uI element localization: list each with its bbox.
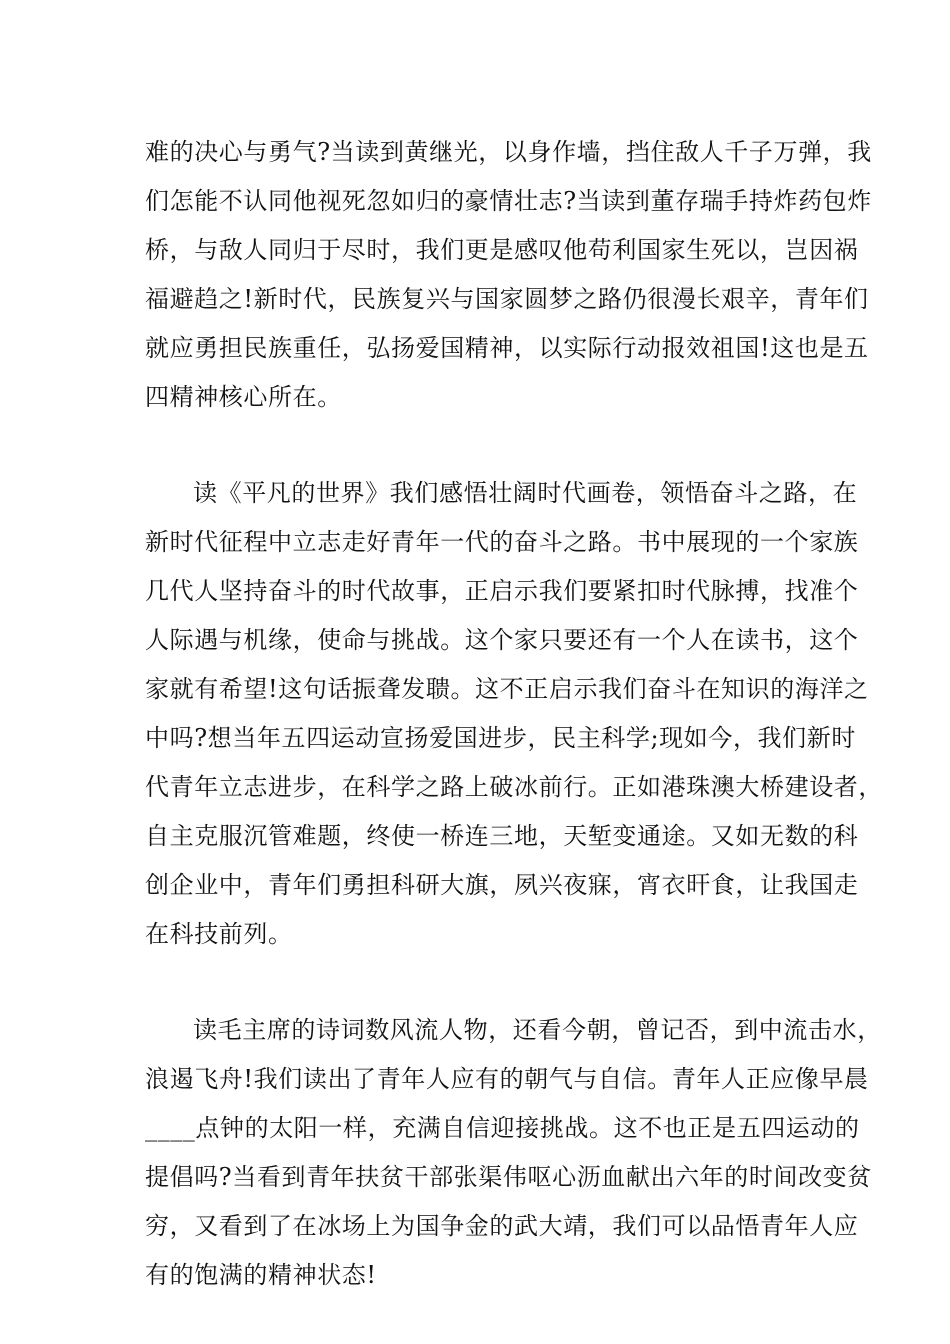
text-line: 福避趋之!新时代，民族复兴与国家圆梦之路仍很漫长艰辛，青年们 xyxy=(145,285,869,313)
paragraph xyxy=(145,469,883,959)
text-line: 读《平凡的世界》我们感悟壮阔时代画卷，领悟奋斗之路，在 xyxy=(193,479,858,507)
text-line: 难的决心与勇气?当读到黄继光，以身作墙，挡住敌人千子万弹，我 xyxy=(145,138,872,166)
text-line: 几代人坚持奋斗的时代故事，正启示我们要紧扣时代脉搏，找准个 xyxy=(145,577,859,605)
text-line: 穷，又看到了在冰场上为国争金的武大靖，我们可以品悟青年人应 xyxy=(145,1212,859,1240)
text-line: 代青年立志进步，在科学之路上破冰前行。正如港珠澳大桥建设者， xyxy=(145,773,883,801)
text-line: 浪遏飞舟!我们读出了青年人应有的朝气与自信。青年人正应像早晨 xyxy=(145,1065,869,1093)
text-line: 新时代征程中立志走好青年一代的奋斗之路。书中展现的一个家族 xyxy=(145,528,859,556)
text-line: 人际遇与机缘，使命与挑战。这个家只要还有一个人在读书，这个 xyxy=(145,626,859,654)
text-line: 有的饱满的精神状态! xyxy=(145,1261,377,1289)
text-line: 读毛主席的诗词数风流人物，还看今朝，曾记否，到中流击水， xyxy=(193,1016,882,1044)
paragraph xyxy=(145,128,872,422)
text-line: 家就有希望!这句话振聋发聩。这不正启示我们奋斗在知识的海洋之 xyxy=(145,675,869,703)
text-line: 四精神核心所在。 xyxy=(145,383,342,411)
text-line: 提倡吗?当看到青年扶贫干部张渠伟呕心沥血献出六年的时间改变贫 xyxy=(145,1163,872,1191)
text-line: 就应勇担民族重任，弘扬爱国精神，以实际行动报效祖国!这也是五 xyxy=(145,334,869,362)
text-line: ____点钟的太阳一样，充满自信迎接挑战。这不也正是五四运动的 xyxy=(145,1114,860,1142)
paragraph xyxy=(145,1006,882,1300)
text-line: 在科技前列。 xyxy=(145,920,293,948)
document-body xyxy=(145,128,883,1300)
text-line: 们怎能不认同他视死忽如归的豪情壮志?当读到董存瑞手持炸药包炸 xyxy=(145,187,872,215)
text-line: 自主克服沉管难题，终使一桥连三地，天堑变通途。又如无数的科 xyxy=(145,822,859,850)
text-line: 创企业中，青年们勇担科研大旗，夙兴夜寐，宵衣旰食，让我国走 xyxy=(145,871,859,899)
text-line: 桥，与敌人同归于尽时，我们更是感叹他苟利国家生死以，岂因祸 xyxy=(145,236,859,264)
text-line: 中吗?想当年五四运动宣扬爱国进步，民主科学;现如今，我们新时 xyxy=(145,724,856,752)
